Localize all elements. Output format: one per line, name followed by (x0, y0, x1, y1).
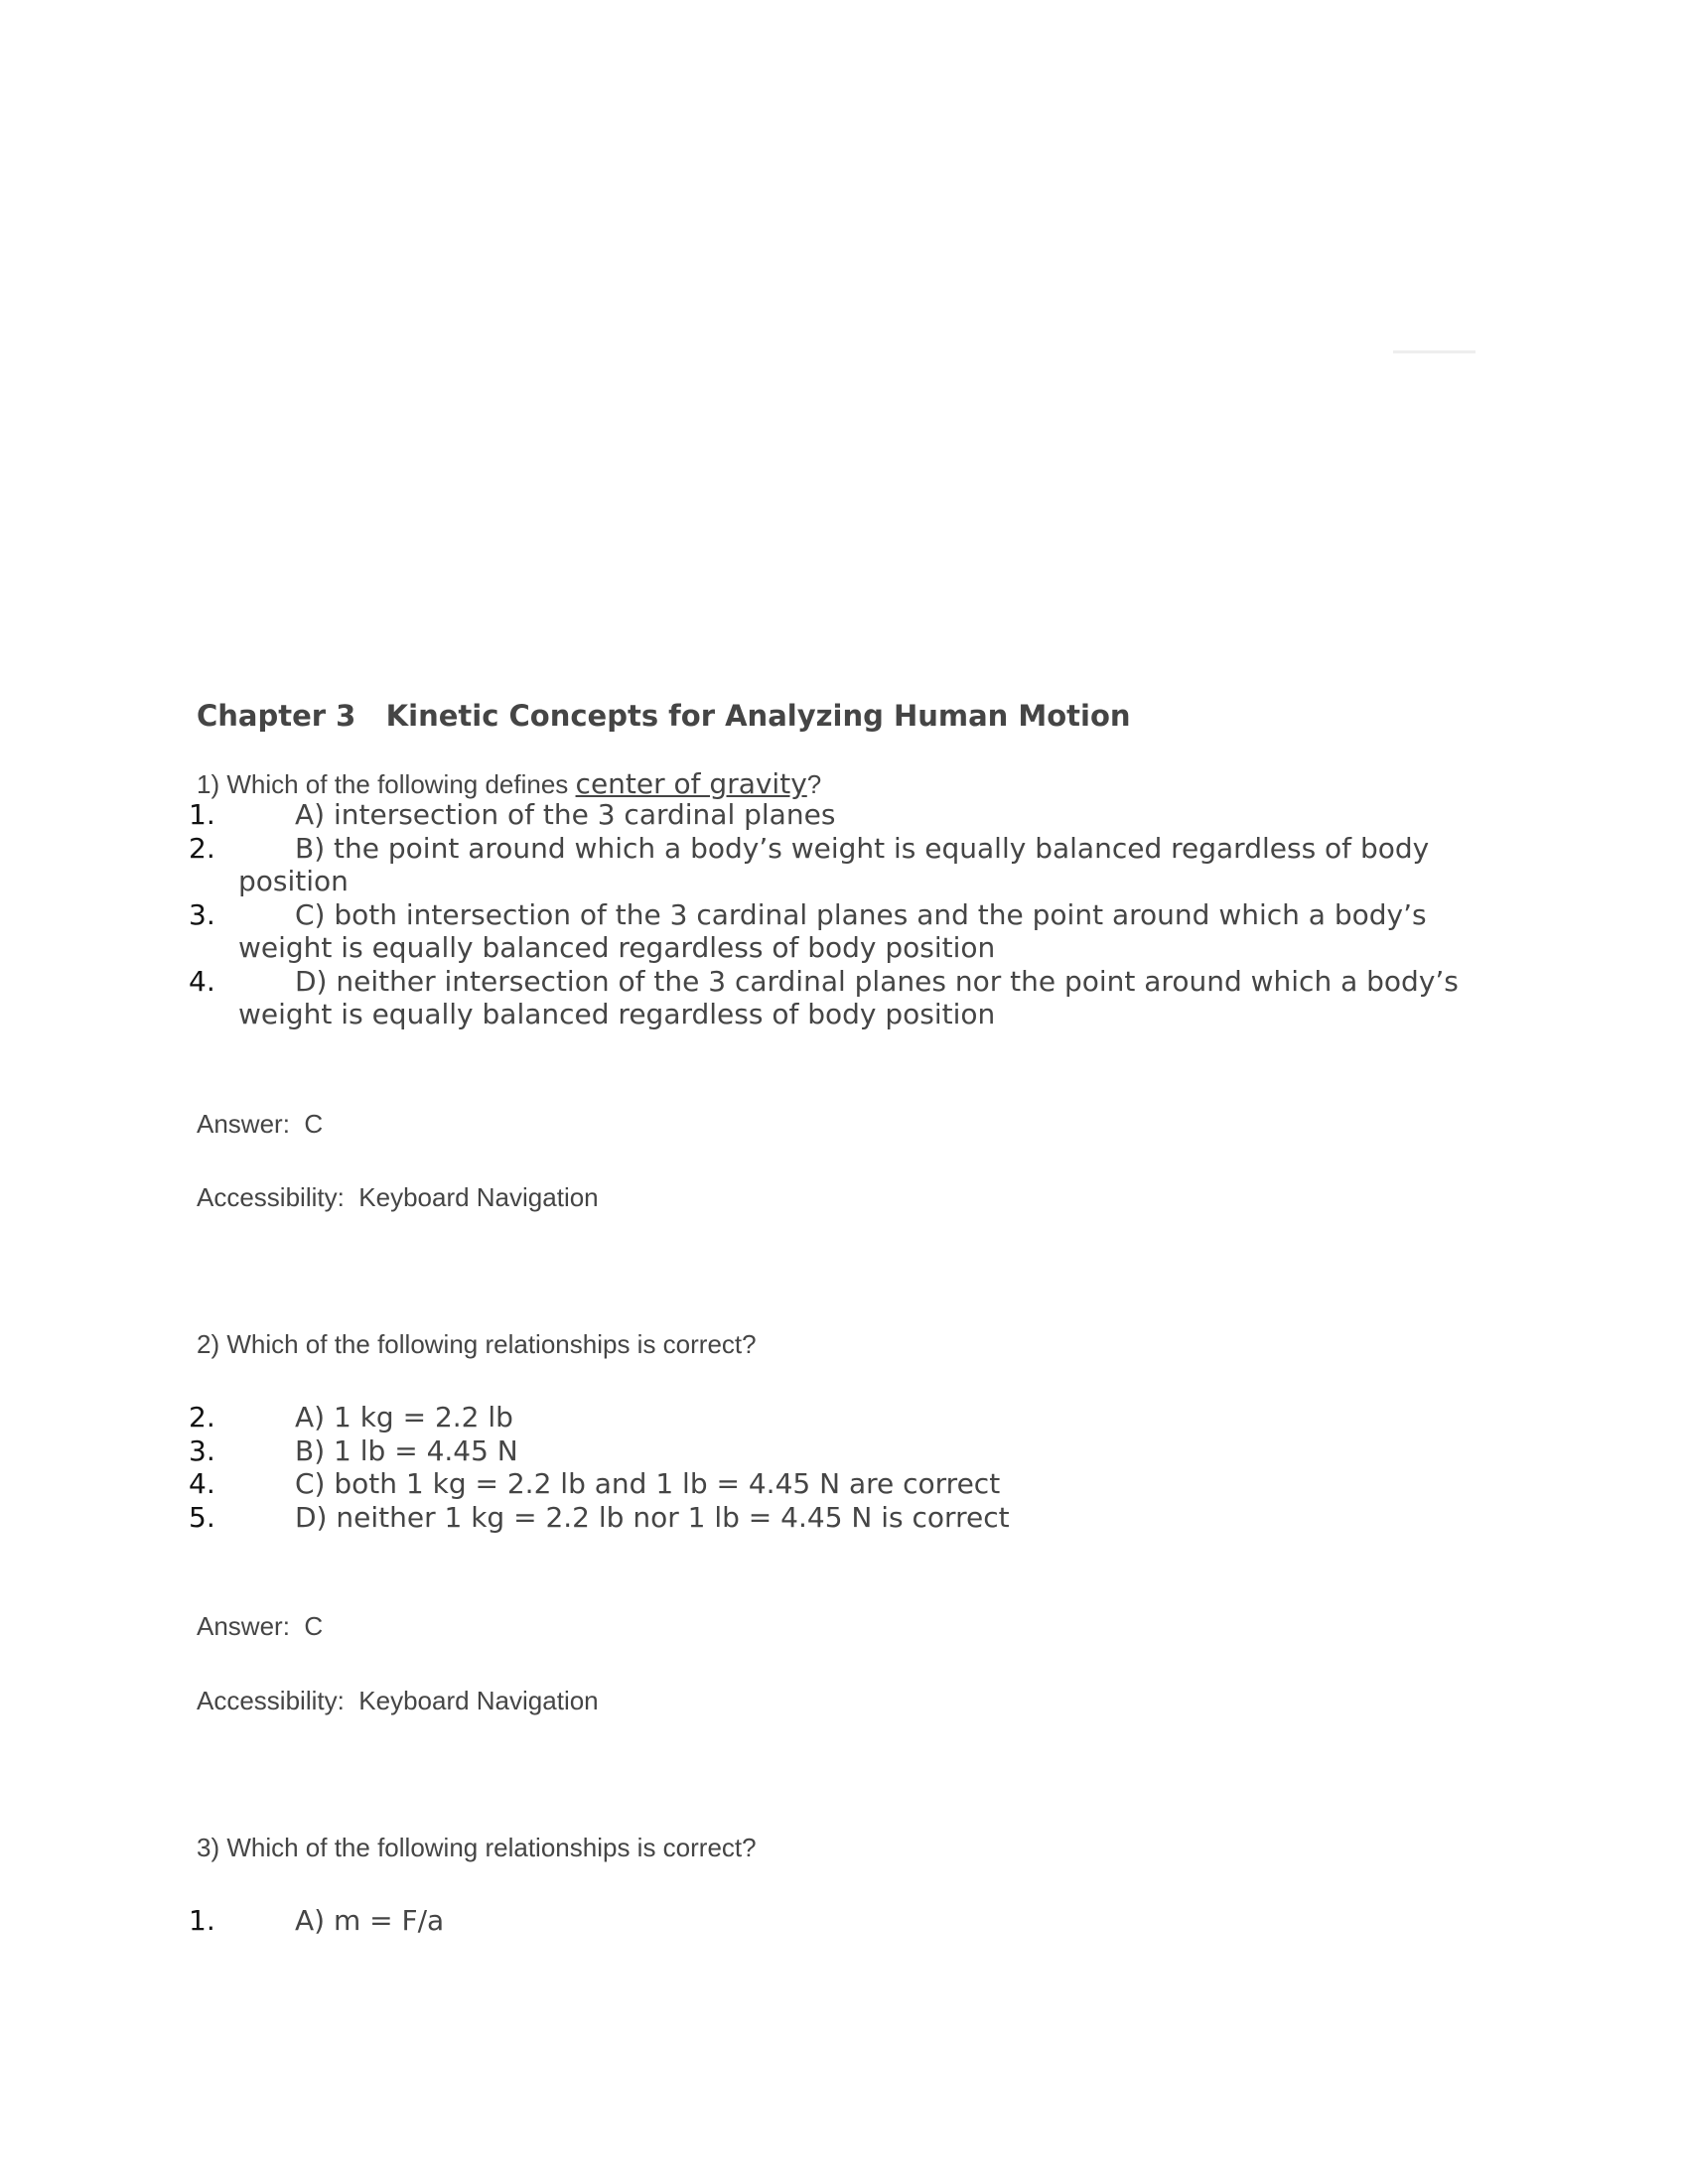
option-number: 2. (189, 1401, 215, 1433)
option-number: 3. (189, 897, 215, 931)
prompt-suffix: ? (806, 769, 822, 799)
option-text: A) intersection of the 3 cardinal planes (295, 798, 836, 831)
option (189, 798, 1470, 832)
option (189, 965, 1470, 1031)
option-number: 2. (189, 831, 215, 865)
option-text: C) both 1 kg = 2.2 lb and 1 lb = 4.45 N are correct (295, 1467, 1001, 1500)
option-text: B) 1 lb = 4.45 N (295, 1433, 518, 1467)
question-2-answer: Answer: C (197, 1611, 324, 1641)
option (189, 1501, 1479, 1535)
option (189, 898, 1470, 965)
question-3-options (189, 1904, 1479, 1938)
option-number: 1. (189, 798, 215, 831)
option-number: 4. (189, 1467, 215, 1500)
option-text: C) both intersection of the 3 cardinal planes and the point around which a body’s weight is equally balanced regardless of body position (238, 897, 1427, 964)
option (189, 1434, 1479, 1468)
option-text: D) neither intersection of the 3 cardinal planes nor the point around which a body’s weight is equally balanced regardless of body position (238, 964, 1459, 1030)
option (189, 1904, 1479, 1938)
option (189, 1401, 1479, 1434)
option-text: A) 1 kg = 2.2 lb (295, 1401, 513, 1433)
prompt-term: center of gravity (575, 767, 807, 800)
option (189, 1467, 1479, 1501)
option-text: A) m = F/a (295, 1904, 445, 1937)
chapter-number: Chapter 3 (197, 699, 356, 733)
chapter-title: Kinetic Concepts for Analyzing Human Motion (385, 699, 1131, 733)
question-2-prompt: 2) Which of the following relationships is correct? (197, 1329, 757, 1359)
prompt-text: 1) Which of the following defines (197, 769, 576, 799)
option-number: 1. (189, 1904, 215, 1937)
header-rule (1393, 350, 1476, 353)
question-3-prompt: 3) Which of the following relationships is correct? (197, 1833, 757, 1862)
option-number: 5. (189, 1500, 215, 1534)
question-1-answer: Answer: C (197, 1109, 324, 1139)
option (189, 832, 1470, 898)
option-number: 4. (189, 964, 215, 998)
question-1-options (189, 798, 1470, 1031)
question-2-accessibility: Accessibility: Keyboard Navigation (197, 1686, 599, 1715)
option-number: 3. (189, 1433, 215, 1467)
question-2-options (189, 1401, 1479, 1534)
option-text: D) neither 1 kg = 2.2 lb nor 1 lb = 4.45 N is correct (295, 1500, 1010, 1534)
question-1-prompt (197, 767, 821, 800)
question-1-accessibility: Accessibility: Keyboard Navigation (197, 1182, 599, 1212)
option-text: B) the point around which a body’s weight is equally balanced regardless of body position (238, 831, 1430, 897)
chapter-heading (197, 699, 1131, 733)
